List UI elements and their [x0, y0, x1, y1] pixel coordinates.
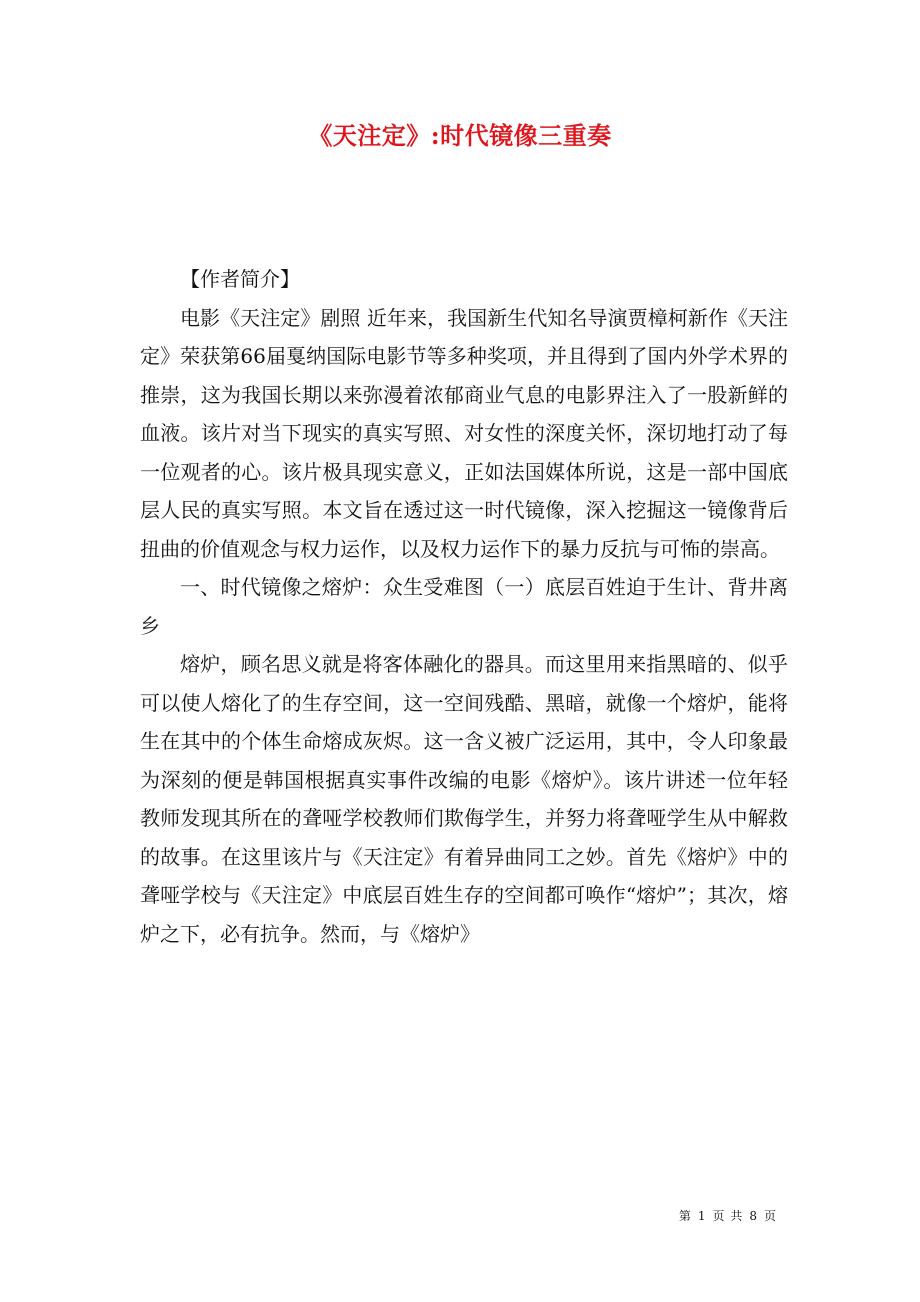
paragraph: 熔炉，顾名思义就是将客体融化的器具。而这里用来指黑暗的、似乎可以使人熔化了的生存空间，这一空间残酷、黑暗，就像一个熔炉，能将生在其中的个体生命熔成灰烬。这一含义被广泛运用，其中，令人印象最为深刻的便是韩国根据真实事件改编的电影《熔炉》。该片讲述一位年轻教师发现其所在的聋哑学校教师们欺侮学生，并努力将聋哑学生从中解救的故事。在这里该片与《天注定》有着异曲同工之妙。首先《熔炉》中的聋哑学校与《天注定》中底层百姓生存的空间都可唤作“熔炉”；其次，熔炉之下，必有抗争。然而，与《熔炉》 — [140, 652, 788, 946]
page-label-mid: 页 共 — [712, 1209, 744, 1223]
total-pages-number: 8 — [749, 1209, 758, 1223]
document-title: 《天注定》:时代镜像三重奏 — [308, 121, 612, 150]
document-body — [140, 260, 788, 953]
page-label-prefix: 第 — [678, 1209, 692, 1223]
section-heading: 一、时代镜像之熔炉：众生受难图（一）底层百姓迫于生计、背井离乡 — [140, 575, 788, 638]
page-number-footer — [676, 1207, 780, 1224]
current-page-number: 1 — [697, 1209, 707, 1223]
author-intro-heading: 【作者简介】 — [180, 267, 300, 291]
page-label-suffix: 页 — [763, 1209, 777, 1223]
paragraph: 电影《天注定》剧照 近年来，我国新生代知名导演贾樟柯新作《天注定》荣获第66届戛纳国际电影节等多种奖项，并且得到了国内外学术界的推崇，这为我国长期以来弥漫着浓郁商业气息的电影界注入了一股新鲜的血液。该片对当下现实的真实写照、对女性的深度关怀，深切地打动了每一位观者的心。该片极具现实意义，正如法国媒体所说，这是一部中国底层人民的真实写照。本文旨在透过这一时代镜像，深入挖掘这一镜像背后扭曲的价值观念与权力运作，以及权力运作下的暴力反抗与可怖的崇高。 — [140, 305, 788, 561]
